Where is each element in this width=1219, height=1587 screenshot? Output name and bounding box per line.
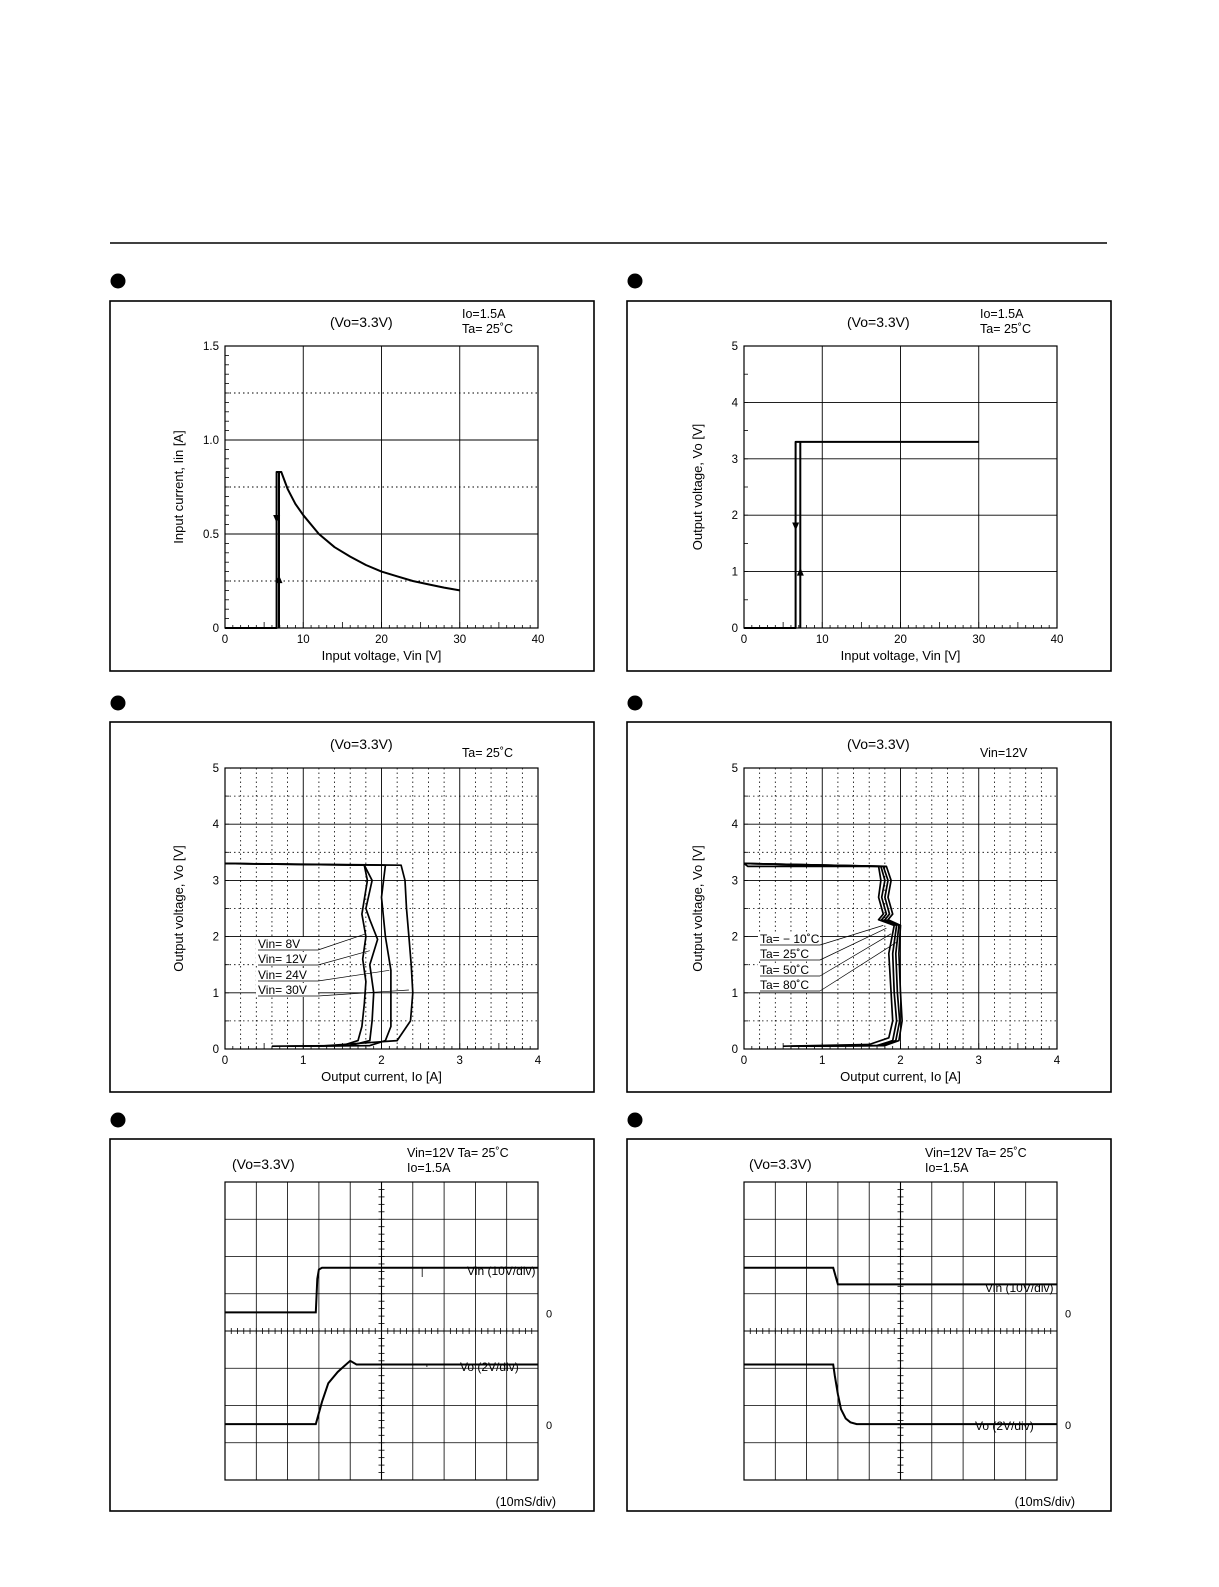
y-tick-label: 5 (212, 763, 219, 775)
series-line-1 (744, 442, 979, 628)
y-tick-label: 0 (212, 1044, 219, 1056)
y-tick-label: 4 (731, 819, 738, 832)
chart-condition-line: Io=1.5A (925, 1161, 969, 1175)
y-tick-label: 2 (731, 931, 738, 944)
down-arrow (792, 522, 799, 530)
x-tick-label: 2 (378, 1055, 385, 1067)
y-tick-label: 0 (731, 1044, 738, 1056)
zero-label: 0 (1065, 1308, 1072, 1321)
x-tick-label: 20 (375, 634, 388, 646)
chart-3 (110, 696, 594, 1093)
chart-condition-line: Vin=12V Ta= 25˚C (925, 1146, 1027, 1160)
legend-leader (318, 970, 389, 981)
x-tick-label: 3 (456, 1055, 463, 1067)
time-scale-label: (10mS/div) (495, 1495, 556, 1509)
chart-bullet (111, 696, 126, 711)
y-tick-label: 3 (731, 875, 738, 888)
chart-condition-line: Io=1.5A (462, 307, 506, 321)
y-axis-label: Input current, Iin [A] (171, 430, 186, 544)
y-tick-label: 3 (212, 875, 219, 888)
legend-label: Ta= − 10˚C (760, 932, 820, 946)
y-tick-label: 1.5 (203, 341, 219, 353)
trace-label: Vin (10V/div) (985, 1281, 1054, 1295)
chart-condition-line: Ta= 25˚C (462, 746, 514, 760)
chart-condition-line: Io=1.5A (980, 307, 1024, 321)
y-tick-label: 5 (731, 763, 738, 775)
chart-5 (110, 1113, 594, 1512)
x-tick-label: 30 (972, 634, 986, 646)
x-axis-label: Output current, Io [A] (321, 1069, 442, 1084)
y-tick-label: 1 (731, 987, 738, 1000)
x-tick-label: 10 (815, 634, 829, 646)
time-scale-label: (10mS/div) (1014, 1495, 1075, 1509)
y-tick-label: 0 (731, 623, 738, 635)
trace-label: Vo (2V/div) (975, 1419, 1034, 1433)
y-axis-label: Output voltage, Vo [V] (690, 423, 705, 551)
charts-layer (110, 274, 1111, 1512)
x-tick-label: 20 (894, 634, 907, 646)
x-axis-label: Input voltage, Vin [V] (840, 648, 961, 663)
chart-bullet (628, 1113, 643, 1128)
y-tick-label: 1 (731, 566, 738, 579)
legend-label: Ta= 80˚C (760, 978, 810, 992)
y-axis-label: Output voltage, Vo [V] (690, 845, 705, 972)
chart-condition-main: (Vo=3.3V) (847, 736, 910, 752)
x-tick-label: 4 (534, 1055, 542, 1067)
legend-label: Vin= 24V (258, 968, 307, 982)
chart-condition-line: Io=1.5A (407, 1161, 451, 1175)
y-tick-label: 0 (212, 623, 219, 635)
zero-label: 0 (1065, 1420, 1072, 1433)
legend-label: Ta= 25˚C (760, 947, 810, 961)
chart-condition-main: (Vo=3.3V) (232, 1156, 295, 1172)
chart-condition-main: (Vo=3.3V) (847, 314, 910, 330)
y-tick-label: 0.5 (203, 529, 219, 541)
x-tick-label: 30 (453, 634, 467, 646)
legend-leader (318, 951, 370, 965)
chart-bullet (628, 274, 643, 289)
y-tick-label: 4 (212, 819, 219, 832)
x-tick-label: 4 (1053, 1055, 1061, 1067)
chart-condition-line: Vin=12V Ta= 25˚C (407, 1146, 509, 1160)
trace-label: Vin (10V/div) (467, 1264, 536, 1278)
legend-label: Vin= 12V (258, 952, 307, 966)
x-tick-label: 0 (740, 1055, 748, 1067)
x-tick-label: 3 (975, 1055, 982, 1067)
chart-frame (110, 1139, 594, 1511)
y-tick-label: 5 (731, 341, 738, 353)
x-axis-label: Output current, Io [A] (840, 1069, 961, 1084)
zero-label: 0 (546, 1420, 553, 1433)
y-tick-label: 1.0 (203, 435, 219, 447)
y-axis-label: Output voltage, Vo [V] (171, 845, 186, 972)
chart-condition-line: Ta= 25˚C (462, 322, 514, 336)
legend-label: Vin= 8V (258, 937, 301, 951)
legend-leader (820, 925, 883, 945)
series-line-1 (225, 472, 460, 628)
chart-condition-line: Vin=12V (980, 746, 1028, 760)
legend-label: Ta= 50˚C (760, 963, 810, 977)
chart-2 (627, 274, 1111, 672)
chart-condition-main: (Vo=3.3V) (749, 1156, 812, 1172)
chart-bullet (628, 696, 643, 711)
chart-bullet (111, 1113, 126, 1128)
chart-1 (110, 274, 594, 672)
y-tick-label: 2 (212, 931, 219, 944)
x-tick-label: 40 (1050, 634, 1064, 646)
y-tick-label: 2 (731, 510, 738, 523)
x-tick-label: 0 (221, 1055, 229, 1067)
x-tick-label: 1 (300, 1055, 307, 1067)
x-tick-label: 0 (221, 634, 229, 646)
chart-condition-main: (Vo=3.3V) (330, 736, 393, 752)
zero-label: 0 (546, 1308, 553, 1321)
x-tick-label: 40 (531, 634, 545, 646)
x-tick-label: 10 (296, 634, 310, 646)
chart-6 (627, 1113, 1111, 1512)
chart-bullet (111, 274, 126, 289)
x-axis-label: Input voltage, Vin [V] (321, 648, 442, 663)
chart-4 (627, 696, 1111, 1093)
x-tick-label: 1 (819, 1055, 826, 1067)
x-tick-label: 2 (897, 1055, 904, 1067)
chart-condition-main: (Vo=3.3V) (330, 314, 393, 330)
chart-condition-line: Ta= 25˚C (980, 322, 1032, 336)
trace-label: Vo (2V/div) (460, 1360, 519, 1374)
y-tick-label: 3 (731, 453, 738, 466)
y-tick-label: 4 (731, 397, 738, 410)
legend-label: Vin= 30V (258, 983, 307, 997)
x-tick-label: 0 (740, 634, 748, 646)
y-tick-label: 1 (212, 987, 219, 1000)
